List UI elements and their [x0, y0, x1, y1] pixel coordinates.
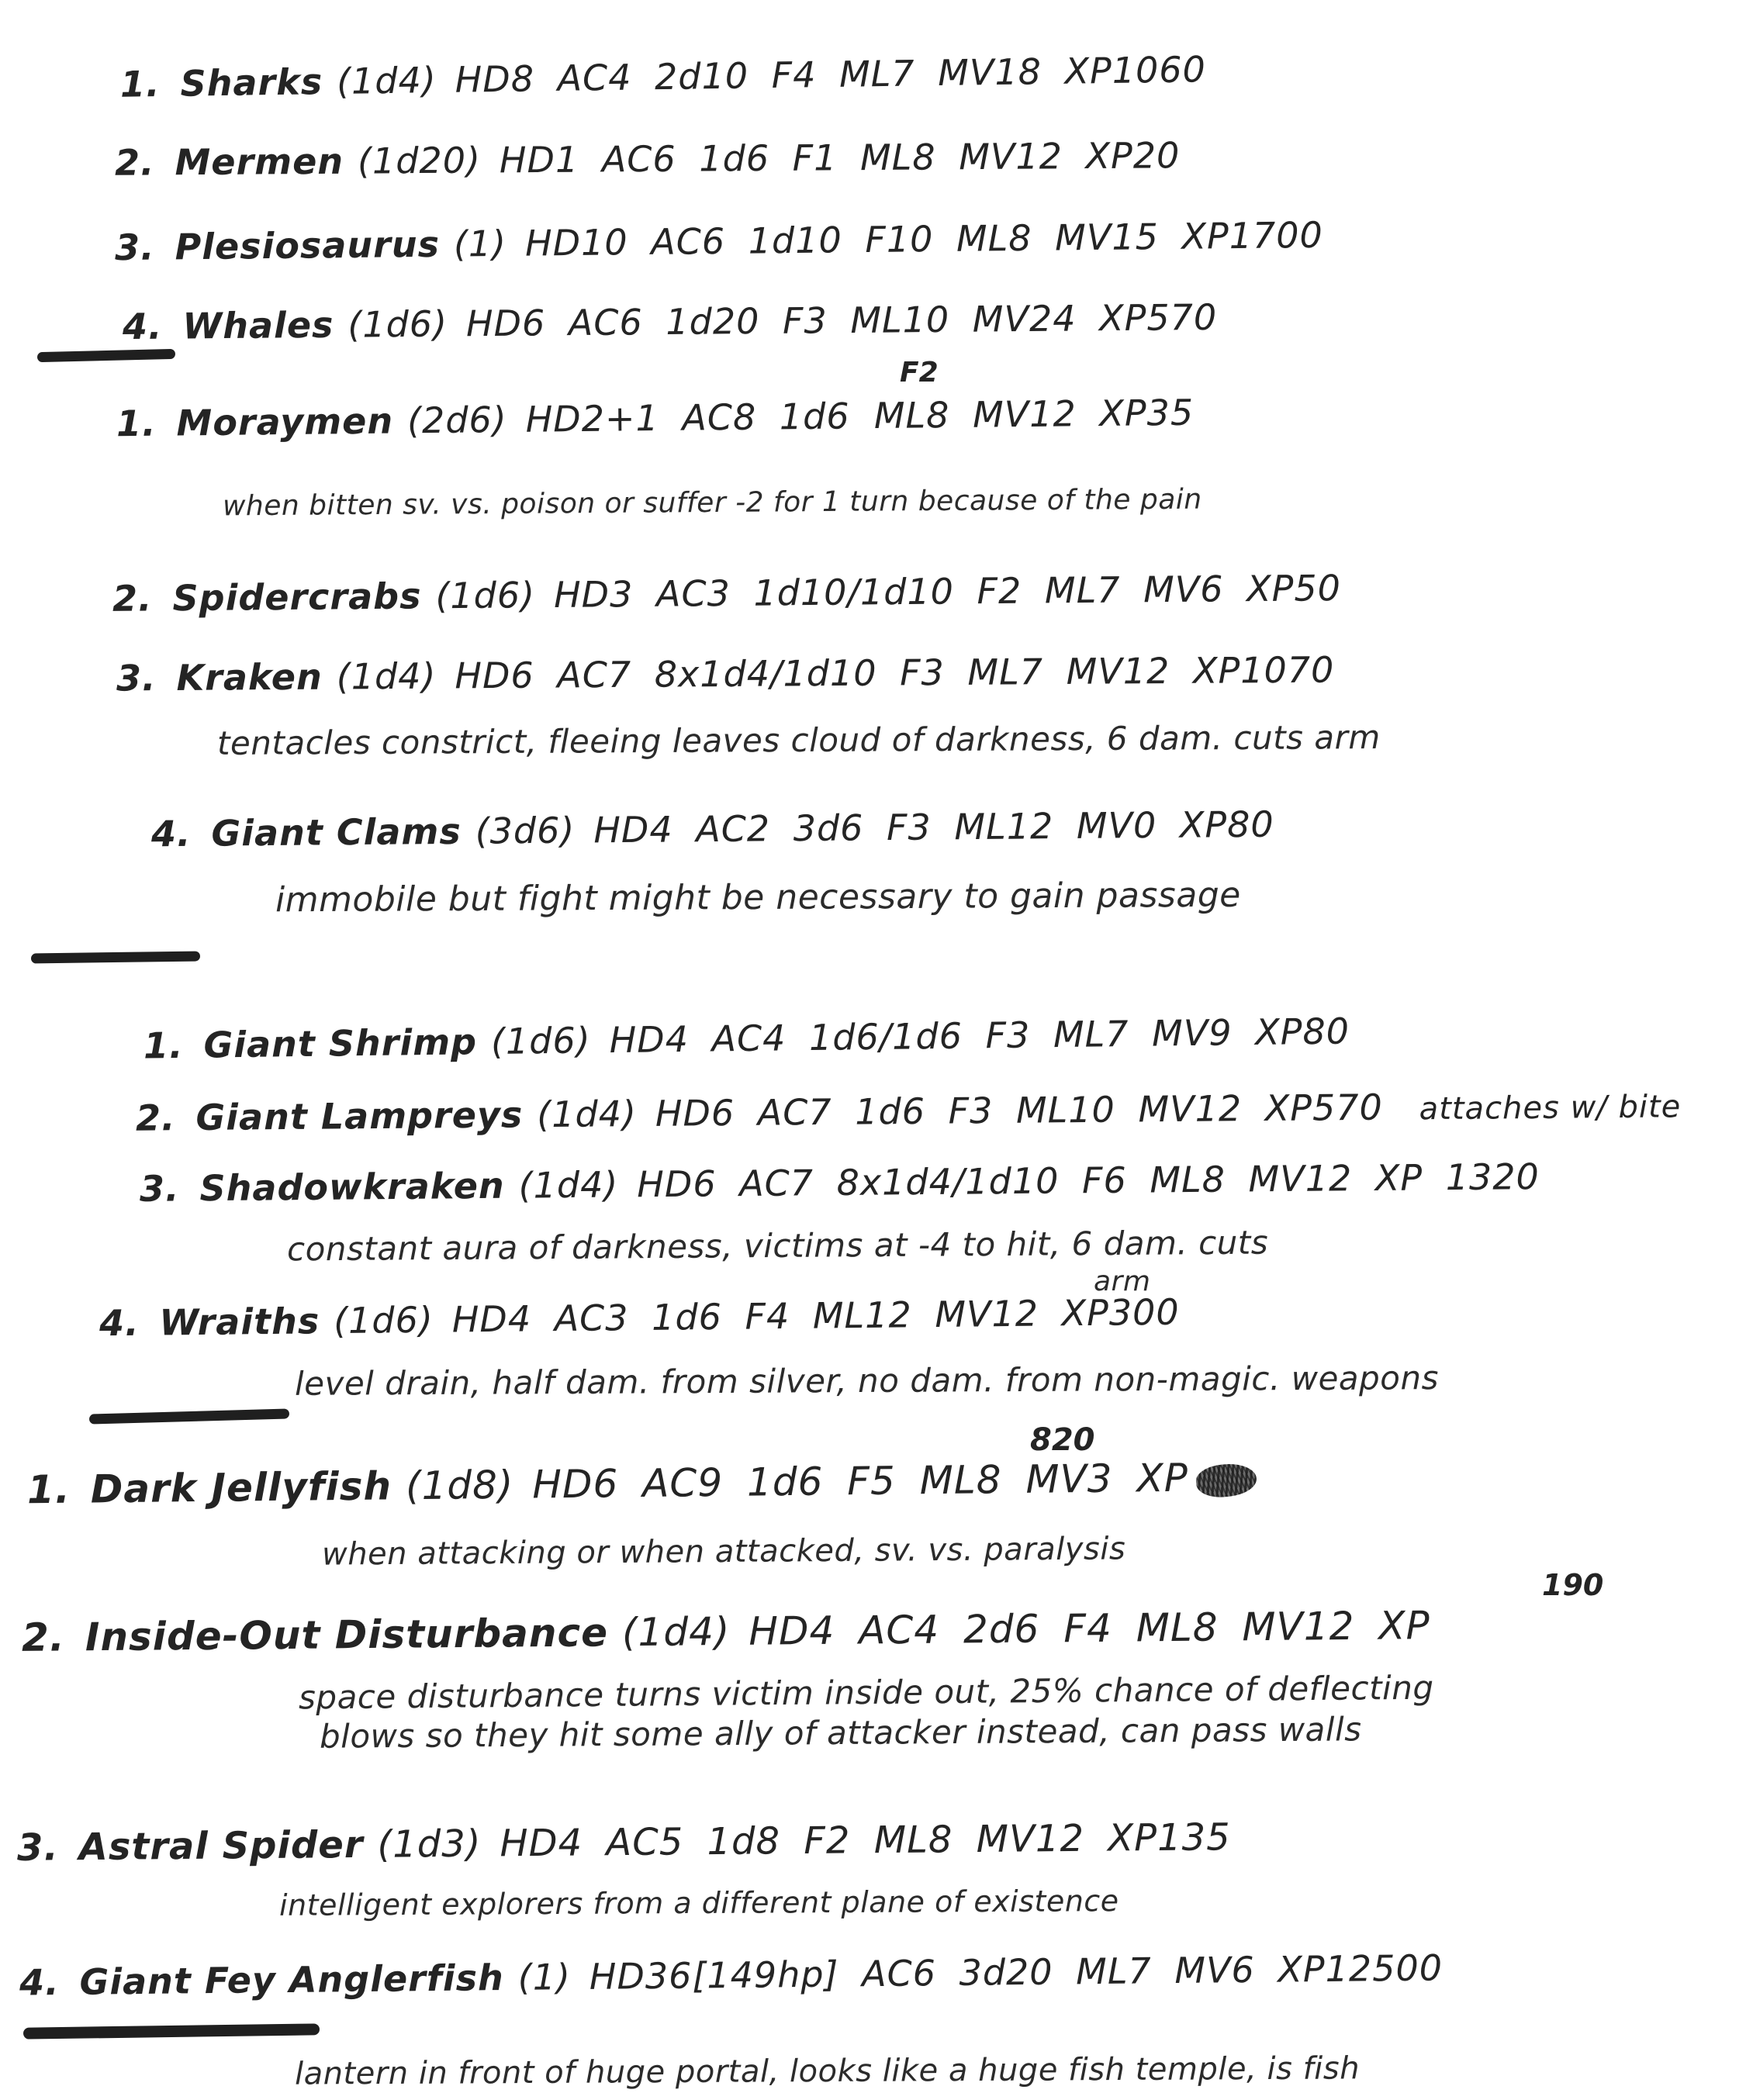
monster-name: Astral Spider	[78, 1822, 364, 1870]
entry-line-spidercrabs	[112, 567, 1341, 620]
note-astral-spider: intelligent explorers from a different plane of existence	[278, 1884, 1119, 1922]
stat-block: HD1 AC6 1d6 F1 ML8 MV12 XP20	[499, 134, 1181, 181]
stat-block: HD36[149hp] AC6 3d20 ML7 MV6 XP12500	[589, 1946, 1444, 1998]
stat-block: HD6 AC7 1d6 F3 ML10 MV12 XP570	[655, 1086, 1384, 1135]
section-divider-1	[37, 349, 175, 362]
note-inside-out-1: space disturbance turns victim inside out, 25% chance of deflecting	[298, 1668, 1434, 1717]
note-wraiths: level drain, half dam. from silver, no dam. from non-magic. weapons	[294, 1359, 1440, 1403]
entry-line-shadowkraken	[140, 1155, 1540, 1210]
stat-block: HD6 AC7 8x1d4/1d10 F3 ML7 MV12 XP1070	[455, 648, 1335, 697]
monster-name: Dark Jellyfish	[90, 1463, 392, 1512]
dice-appearing: (1)	[453, 222, 507, 265]
entry-number: 3.	[16, 1825, 59, 1870]
note-shadowkraken: constant aura of darkness, victims at -4 to hit, 6 dam. cuts	[286, 1223, 1269, 1269]
monster-name: Moraymen	[176, 399, 394, 444]
stat-block: HD4 AC2 3d6 F3 ML12 MV0 XP80	[593, 803, 1274, 851]
trailing-note: attaches w/ bite	[1419, 1089, 1682, 1128]
dice-appearing: (3d6)	[475, 809, 576, 852]
dice-appearing: (1d6)	[435, 574, 536, 617]
monster-name: Whales	[182, 303, 334, 347]
note-giant-fey-anglerfish: lantern in front of huge portal, looks like a huge fish temple, is fish	[294, 2050, 1361, 2092]
xp-struck-scribble	[1195, 1461, 1258, 1499]
entry-number: 3.	[114, 226, 155, 269]
monster-name: Giant Clams	[211, 810, 462, 855]
superscript-f2: F2	[900, 357, 939, 389]
monster-name: Spidercrabs	[172, 575, 422, 620]
monster-name: Wraiths	[159, 1300, 320, 1344]
entry-number: 2.	[135, 1097, 176, 1139]
monster-name: Shadowkraken	[199, 1164, 505, 1210]
entry-line-sharks	[120, 48, 1206, 105]
entry-number: 4.	[150, 812, 192, 855]
dice-appearing: (1d20)	[357, 139, 482, 182]
stat-block: HD4 AC3 1d6 F4 ML12 MV12 XP300	[451, 1290, 1180, 1341]
stat-block: HD4 AC4 2d6 F4 ML8 MV12 XP	[749, 1603, 1430, 1654]
dice-appearing: (1d6)	[347, 302, 448, 346]
entry-line-wraiths	[99, 1291, 1180, 1345]
stat-block: HD6 AC6 1d20 F3 ML10 MV24 XP570	[465, 295, 1218, 345]
entry-number: 3.	[139, 1167, 180, 1210]
stat-block: HD4 AC5 1d8 F2 ML8 MV12 XP135	[500, 1815, 1231, 1866]
entry-number: 3.	[116, 657, 157, 699]
dice-appearing: (1d3)	[377, 1822, 482, 1867]
monster-name: Inside-Out Disturbance	[85, 1610, 609, 1660]
monster-name: Plesiosaurus	[175, 223, 441, 268]
entry-line-astral-spider	[17, 1815, 1231, 1870]
stat-block: HD2+1 AC8 1d6	[525, 395, 850, 440]
entry-number: 4.	[99, 1301, 140, 1345]
dice-appearing: (1d6)	[333, 1298, 434, 1342]
anglerfish-name-underline	[23, 2023, 320, 2039]
entry-number: 1.	[116, 402, 157, 445]
entry-line-giant-lampreys	[136, 1083, 1682, 1138]
xp-corrected-value: 820	[1030, 1422, 1095, 1458]
section-divider-3	[89, 1408, 289, 1424]
dice-appearing: (1d8)	[405, 1462, 514, 1509]
note-shadowkraken-wrap: arm	[1094, 1266, 1151, 1297]
dice-appearing: (1d4)	[336, 655, 437, 698]
dice-appearing: (1d4)	[537, 1093, 638, 1136]
dice-appearing: (1d4)	[336, 59, 437, 102]
entry-line-mermen	[115, 134, 1181, 184]
stat-block: HD8 AC4 2d10 F4 ML7 MV18 XP1060	[455, 48, 1207, 101]
entry-number: 4.	[19, 1961, 60, 2004]
stat-block: HD4 AC4 1d6/1d6 F3 ML7 MV9 XP80	[609, 1010, 1350, 1062]
monster-name: Sharks	[180, 60, 323, 105]
entry-number: 4.	[122, 305, 163, 348]
entry-number: 1.	[143, 1024, 184, 1067]
note-inside-out-2: blows so they hit some ally of attacker instead, can pass walls	[319, 1710, 1362, 1756]
entry-number: 2.	[112, 577, 153, 620]
stat-block: HD6 AC7 8x1d4/1d10 F6 ML8 MV12 XP 1320	[637, 1155, 1540, 1206]
dice-appearing: (1d4)	[621, 1608, 731, 1656]
monster-name: Mermen	[175, 140, 344, 184]
entry-number: 2.	[21, 1615, 66, 1660]
note-kraken: tentacles constrict, fleeing leaves cloud of darkness, 6 dam. cuts arm	[216, 718, 1381, 762]
stat-block: HD6 AC9 1d6 F5 ML8 MV3 XP	[532, 1455, 1189, 1508]
superscript-190: 190	[1542, 1568, 1604, 1602]
monster-name: Giant Lampreys	[195, 1093, 524, 1139]
stat-block: HD3 AC3 1d10/1d10 F2 ML7 MV6 XP50	[553, 567, 1342, 616]
entry-number: 1.	[26, 1466, 71, 1513]
entry-line-giant-shrimp	[143, 1010, 1350, 1067]
note-moraymen: when bitten sv. vs. poison or suffer -2 for 1 turn because of the pain	[222, 483, 1202, 523]
note-giant-clams: immobile but fight might be necessary to gain passage	[275, 875, 1241, 920]
entry-number: 2.	[114, 141, 155, 184]
entry-line-giant-fey-anglerfish	[19, 1946, 1443, 2003]
dice-appearing: (1)	[517, 1956, 572, 1998]
entry-line-giant-clams	[151, 803, 1274, 855]
monster-name: Kraken	[176, 655, 323, 699]
entry-number: 1.	[119, 63, 161, 105]
entry-line-kraken	[116, 649, 1335, 699]
dice-appearing: (1d6)	[490, 1019, 591, 1063]
section-divider-2	[31, 951, 200, 963]
dice-appearing: (1d4)	[518, 1163, 619, 1207]
monster-name: Giant Fey Anglerfish	[79, 1957, 504, 2003]
monster-name: Giant Shrimp	[203, 1021, 478, 1066]
entry-line-plesiosaurus	[115, 214, 1323, 268]
stat-block: HD10 AC6 1d10 F10 ML8 MV15 XP1700	[524, 213, 1324, 264]
entry-line-dark-jellyfish	[27, 1455, 1257, 1513]
entry-line-inside-out-disturbance	[22, 1603, 1430, 1660]
entry-line-whales	[123, 296, 1218, 347]
dice-appearing: (2d6)	[406, 399, 507, 442]
entry-line-moraymen	[116, 392, 1195, 445]
stat-block: ML8 MV12 XP35	[873, 391, 1195, 437]
note-dark-jellyfish: when attacking or when attacked, sv. vs. paralysis	[321, 1531, 1126, 1573]
